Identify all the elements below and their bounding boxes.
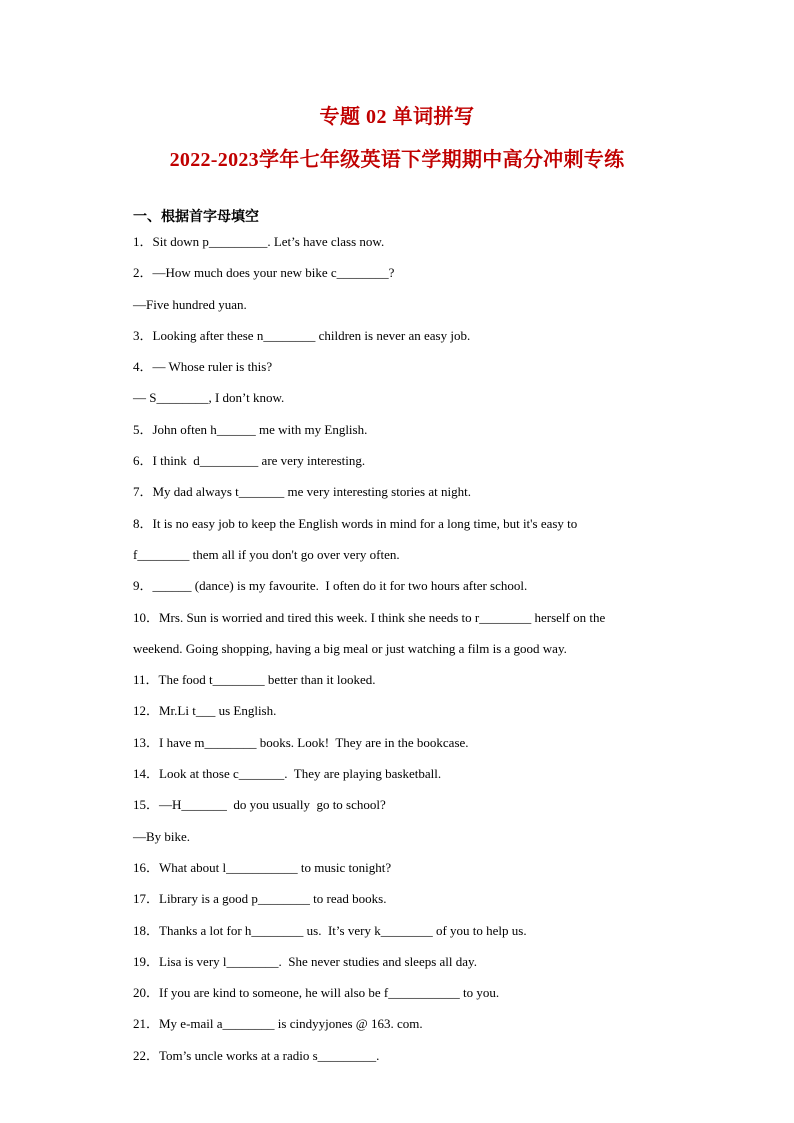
question-line: 17．Library is a good p________ to read books. (133, 891, 387, 907)
question-line: 21．My e-mail a________ is cindyyjones @ 163. com. (133, 1016, 423, 1032)
question-line: 9．______ (dance) is my favourite. I often do it for two hours after school. (133, 578, 528, 594)
page-subtitle: 2022-2023学年七年级英语下学期期中高分冲刺专练 (169, 149, 625, 171)
question-line: 14．Look at those c_______. They are playing basketball. (133, 766, 442, 782)
question-line: 1．Sit down p_________. Let’s have class now. (133, 234, 385, 249)
question-line: 10．Mrs. Sun is worried and tired this week. I think she needs to r________ herself on the (133, 609, 606, 625)
question-line: 8．It is no easy job to keep the English words in mind for a long time, but it's easy to (133, 515, 578, 531)
question-line: 19．Lisa is very l________. She never studies and sleeps all day. (133, 953, 477, 969)
question-line: 15．—H_______ do you usually go to school? (133, 797, 386, 813)
question-line: 16．What about l___________ to music tonight? (133, 859, 392, 875)
question-line: 5．John often h______ me with my English. (133, 421, 368, 437)
question-line: 3．Looking after these n________ children is never an easy job. (133, 327, 471, 343)
question-line: 4．— Whose ruler is this? (133, 359, 273, 375)
page-title: 专题 02 单词拼写 (319, 106, 475, 128)
question-line: 2．—How much does your new bike c________? (133, 265, 395, 281)
question-line: 6．I think d_________ are very interesting. (133, 453, 366, 469)
question-line-continued: f________ them all if you don't go over very often. (133, 546, 400, 562)
answer-line: —By bike. (133, 828, 191, 844)
question-line: 11．The food t________ better than it looked. (133, 672, 376, 688)
question-line-continued: weekend. Going shopping, having a big meal or just watching a film is a good way. (133, 640, 567, 656)
question-line: 20．If you are kind to someone, he will also be f___________ to you. (133, 985, 500, 1001)
question-line: 12．Mr.Li t___ us English. (133, 703, 277, 719)
answer-line: — S________, I don’t know. (133, 390, 285, 406)
section-heading: 一、根据首字母填空 (133, 210, 259, 225)
question-line: 13．I have m________ books. Look! They are in the bookcase. (133, 734, 469, 750)
answer-line: —Five hundred yuan. (133, 296, 247, 312)
question-list (133, 232, 673, 1077)
question-line: 18．Thanks a lot for h________ us. It’s very k________ of you to help us. (133, 922, 527, 938)
question-line: 22．Tom’s uncle works at a radio s_________. (133, 1047, 380, 1063)
question-line: 7．My dad always t_______ me very interesting stories at night. (133, 484, 471, 500)
